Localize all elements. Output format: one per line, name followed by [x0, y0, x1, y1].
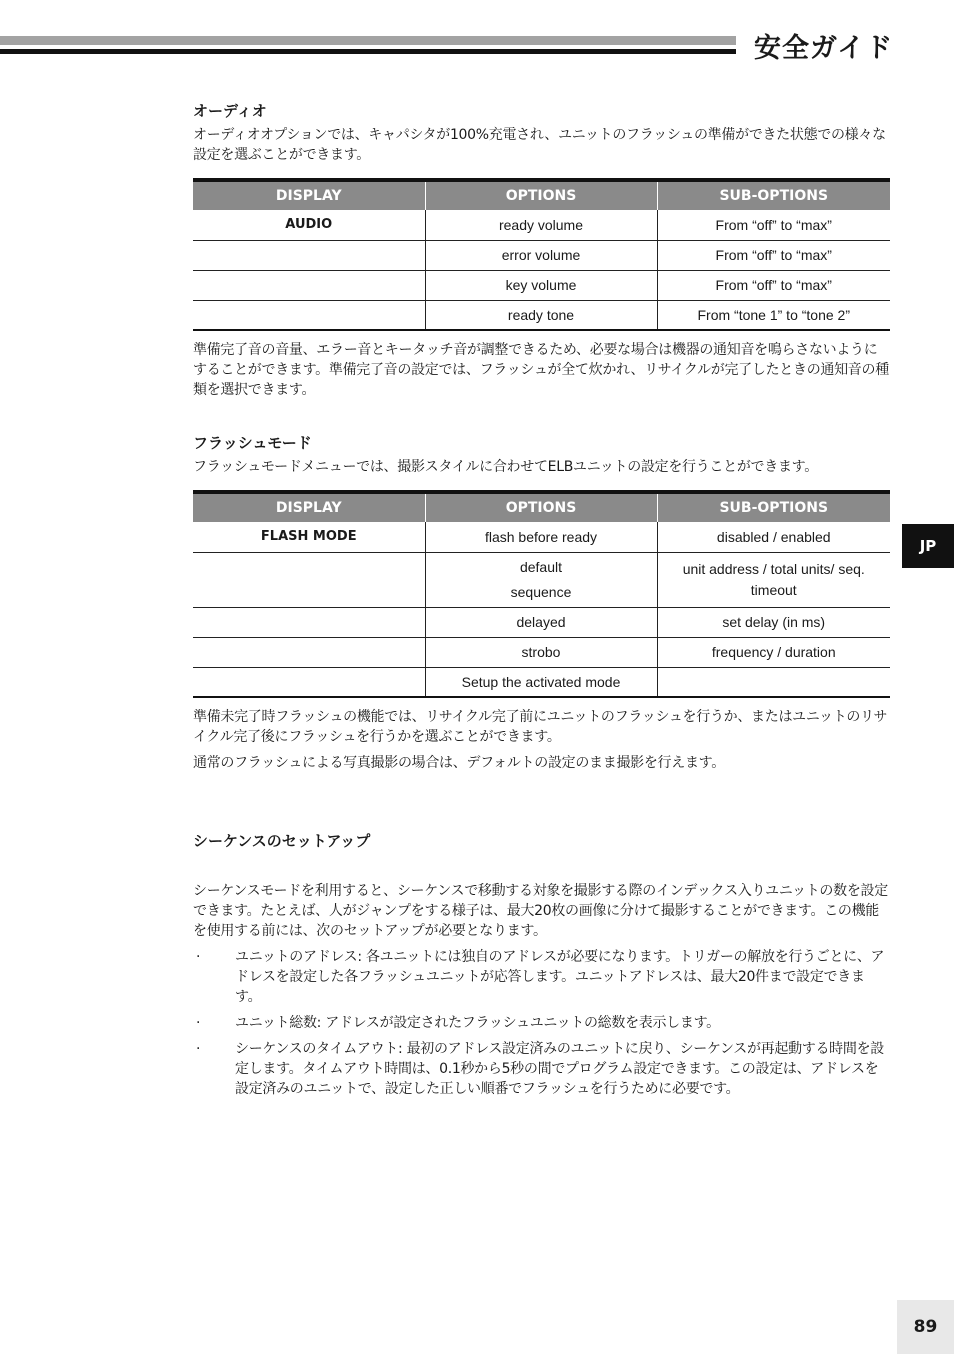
list-item-text: ユニット総数: アドレスが設定されたフラッシュユニットの総数を表示します。 — [235, 1015, 720, 1031]
header-rule-gray — [0, 36, 736, 45]
sequence-bullet-list — [193, 947, 890, 1105]
table-row — [193, 667, 890, 697]
bullet-dot: · — [196, 949, 201, 965]
sub-option-cell: set delay (in ms) — [657, 607, 890, 637]
table-row — [193, 270, 890, 300]
column-header-display: DISPLAY — [193, 180, 425, 210]
option-cell: ready volume — [425, 210, 657, 240]
header-rule — [0, 0, 740, 60]
audio-intro: オーディオオプションでは、キャパシタが100%充電され、ユニットのフラッシュの準備ができた状態での様々な設定を選ぶことができます。 — [193, 127, 886, 163]
flash-mode-note-2: 通常のフラッシュによる写真撮影の場合は、デフォルトの設定のまま撮影を行えます。 — [193, 755, 725, 771]
audio-note: 準備完了音の音量、エラー音とキータッチ音が調整できるため、必要な場合は機器の通知音を鳴らさないようにすることができます。準備完了音の設定では、フラッシュが全て炊かれ、リサイクルが完了したときの通知音の種類を選択できます。 — [193, 342, 889, 398]
column-header-sub-options: SUB-OPTIONS — [657, 180, 890, 210]
sequence-heading: シーケンスのセットアップ — [193, 832, 371, 850]
column-header-options: OPTIONS — [425, 492, 657, 522]
option-cell: ready tone — [425, 300, 657, 330]
list-item — [193, 947, 890, 1007]
sub-option-cell: From “tone 1” to “tone 2” — [657, 300, 890, 330]
table-header-row — [193, 180, 890, 210]
flash-mode-intro: フラッシュモードメニューでは、撮影スタイルに合わせてELBユニットの設定を行うことができます。 — [193, 459, 818, 475]
list-item — [193, 1013, 890, 1033]
table-row — [193, 637, 890, 667]
sub-option-cell: From “off” to “max” — [657, 240, 890, 270]
audio-table — [193, 178, 890, 331]
header-rule-black — [0, 49, 736, 54]
audio-heading: オーディオ — [193, 102, 267, 120]
table-row — [193, 552, 890, 607]
bullet-dot: · — [196, 1015, 201, 1031]
column-header-display: DISPLAY — [193, 492, 425, 522]
page-number: 89 — [897, 1300, 954, 1354]
option-line: default — [519, 558, 563, 575]
column-header-options: OPTIONS — [425, 180, 657, 210]
display-cell: AUDIO — [193, 210, 425, 240]
option-cell — [425, 552, 657, 607]
language-tab: JP — [902, 524, 954, 568]
display-cell — [193, 300, 425, 330]
display-cell — [193, 637, 425, 667]
sequence-intro: シーケンスモードを利用すると、シーケンスで移動する対象を撮影する際のインデックス入りユニットの数を設定できます。たとえば、人がジャンプをする様子は、最大20枚の画像に分けて撮影することができます。この機能を使用する前には、次のセットアップが必要となります。 — [193, 883, 888, 939]
display-cell — [193, 607, 425, 637]
sub-option-cell: From “off” to “max” — [657, 210, 890, 240]
column-header-sub-options: SUB-OPTIONS — [657, 492, 890, 522]
option-cell: delayed — [425, 607, 657, 637]
option-cell: Setup the activated mode — [425, 667, 657, 697]
sub-option-cell — [657, 667, 890, 697]
table-header-row — [193, 492, 890, 522]
display-cell — [193, 552, 425, 607]
table-row — [193, 240, 890, 270]
option-cell: error volume — [425, 240, 657, 270]
page-title: 安全ガイド — [754, 33, 894, 64]
list-item — [193, 1039, 890, 1099]
bullet-dot: · — [196, 1041, 201, 1057]
option-cell: key volume — [425, 270, 657, 300]
flash-mode-table — [193, 490, 890, 698]
table-row — [193, 607, 890, 637]
sub-option-cell: frequency / duration — [657, 637, 890, 667]
list-item-text: シーケンスのタイムアウト: 最初のアドレス設定済みのユニットに戻り、シーケンスが再起動する時間を設定します。タイムアウト時間は、0.1秒から5秒の間でプログラム設定できます。この設定は、アドレスを設定済みのユニットで、設定した正しい順番でフラッシュを行うために必要です。 — [235, 1041, 884, 1097]
table-row — [193, 210, 890, 240]
option-line: sequence — [510, 583, 572, 600]
sub-option-cell: From “off” to “max” — [657, 270, 890, 300]
list-item-text: ユニットのアドレス: 各ユニットには独自のアドレスが必要になります。トリガーの解放を行うごとに、アドレスを設定した各フラッシュユニットが応答します。ユニットアドレスは、最大20件まで設定できます。 — [235, 949, 885, 1005]
display-cell: FLASH MODE — [193, 522, 425, 552]
table-row — [193, 300, 890, 330]
table-row — [193, 522, 890, 552]
display-cell — [193, 270, 425, 300]
display-cell — [193, 240, 425, 270]
flash-mode-heading: フラッシュモード — [193, 434, 312, 452]
option-cell: flash before ready — [425, 522, 657, 552]
sub-option-cell: disabled / enabled — [657, 522, 890, 552]
display-cell — [193, 667, 425, 697]
sub-option-cell: unit address / total units/ seq. timeout — [657, 552, 890, 607]
flash-mode-note-1: 準備未完了時フラッシュの機能では、リサイクル完了前にユニットのフラッシュを行うか、またはユニットのリサイクル完了後にフラッシュを行うかを選ぶことができます。 — [193, 709, 888, 745]
option-cell: strobo — [425, 637, 657, 667]
